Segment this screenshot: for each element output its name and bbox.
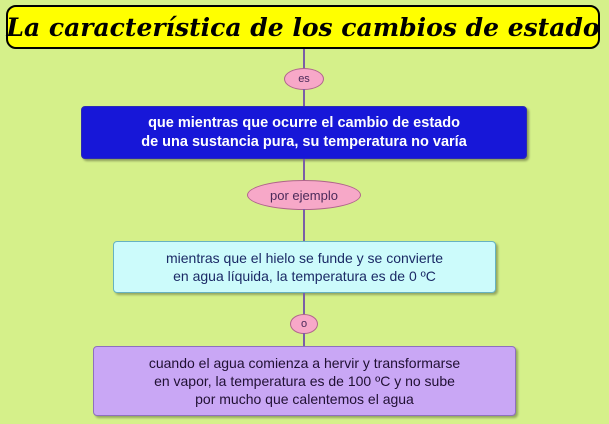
connector-line-1b [303,89,305,107]
node-box-cyan-line1: mientras que el hielo se funde y se convierte [165,249,444,266]
connector-label-es-text: es [298,73,310,85]
node-box-cyan-line2: en agua líquida, la temperatura es de 0 ºC [173,268,436,284]
connector-label-es [284,68,324,90]
node-box-blue-line2: de una sustancia pura, su temperatura no varía [141,133,467,150]
diagram-title-text: La característica de los cambios de estado [6,12,600,42]
connector-label-o [290,314,318,334]
connector-label-por-ejemplo [247,180,361,210]
node-box-purple-line1: cuando el agua comienza a hervir y transformarse [148,354,461,371]
diagram-title-banner [6,5,600,49]
node-box-purple [93,346,516,416]
connector-line-3a [303,293,305,315]
node-box-purple-line3: por mucho que calentemos el agua [195,391,414,408]
connector-line-2b [303,209,305,242]
node-box-cyan [113,241,496,293]
connector-label-o-text: o [300,318,308,330]
connector-line-2a [303,159,305,182]
node-box-blue-line1: que mientras que ocurre el cambio de estado [148,114,460,131]
connector-label-por-ejemplo-text: por ejemplo [270,187,338,203]
node-box-blue [81,106,527,159]
node-box-purple-line2: en vapor, la temperatura es de 100 ºC y no sube [154,372,455,389]
connector-line-3b [303,333,305,347]
